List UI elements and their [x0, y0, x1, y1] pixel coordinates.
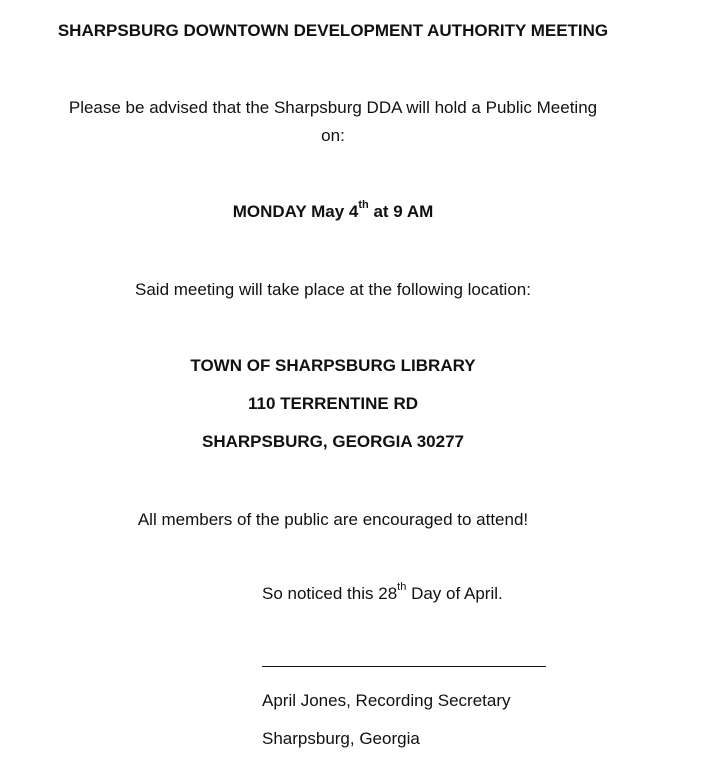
notice-date-ordinal: th: [397, 581, 407, 594]
notice-date-prefix: So noticed this 28: [262, 584, 398, 603]
meeting-date: [0, 201, 666, 223]
intro-text-line-2: on:: [321, 126, 345, 145]
signer-name-title: April Jones, Recording Secretary: [262, 691, 511, 710]
meeting-date-suffix: at 9 AM: [368, 202, 434, 221]
notice-date-suffix: Day of April.: [406, 584, 503, 603]
signature-line: [262, 666, 546, 667]
location-intro: Said meeting will take place at the following location:: [135, 280, 531, 299]
location-street: 110 TERRENTINE RD: [247, 394, 419, 413]
meeting-date-ordinal: th: [358, 199, 369, 212]
signer-place: Sharpsburg, Georgia: [262, 729, 420, 748]
encouragement-text: All members of the public are encouraged to attend!: [137, 510, 529, 529]
notice-date: [262, 583, 503, 605]
location-city: SHARPSBURG, GEORGIA 30277: [202, 432, 464, 451]
meeting-date-prefix: MONDAY May 4: [232, 202, 359, 221]
location-name: TOWN OF SHARPSBURG LIBRARY: [190, 356, 476, 375]
intro-text-line-1: Please be advised that the Sharpsburg DDA will hold a Public Meeting: [68, 98, 598, 117]
notice-title: SHARPSBURG DOWNTOWN DEVELOPMENT AUTHORITY MEETING: [57, 21, 609, 40]
